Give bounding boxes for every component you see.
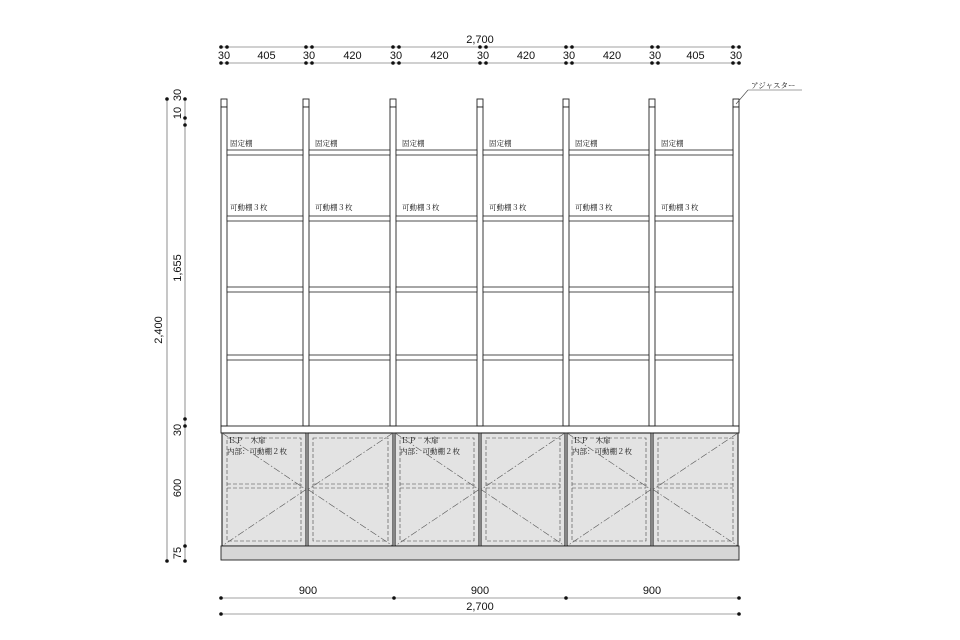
door-title-label-0: ＥＰ 木扉 [228,436,266,445]
shelf-board-0-2 [396,150,477,155]
shelf-board-1-5 [655,216,733,221]
door-interior-label-0: 内部：可動棚２枚 [227,447,287,456]
left-segment-2: 1,655 [172,254,184,282]
top-segment-7: 420 [516,50,536,62]
movable-shelf-label-0: 可動棚３枚 [230,203,268,212]
shelf-board-2-3 [483,287,563,292]
top-segment-0: 30 [217,50,231,62]
bottom-segment-tick-2 [564,596,568,600]
top-total-tick-13 [737,45,741,49]
top-segment-2: 30 [302,50,316,62]
left-segment-4: 600 [172,478,184,498]
top-segment-6: 30 [476,50,490,62]
top-segment-8: 30 [562,50,576,62]
door-title-label-2: ＥＰ 木扉 [573,436,611,445]
left-dimension [153,89,187,563]
left-total-tick-0 [165,97,169,101]
shelf-board-2-1 [309,287,390,292]
top-segment-10: 30 [648,50,662,62]
bottom-segment-tick-3 [737,596,741,600]
bottom-segment-tick-0 [219,596,223,600]
top-total-tick-4 [391,45,395,49]
fixed-shelf-label-4: 固定棚 [575,139,598,148]
adjuster-cap-0 [221,99,227,107]
adjuster-cap-4 [563,99,569,107]
top-total-tick-2 [304,45,308,49]
shelf-board-3-0 [227,355,303,360]
bottom-total-dimension: 2,700 [466,601,494,613]
cabinet-door-5 [653,433,738,546]
shelf-post-4 [563,107,569,426]
left-segment-tick-3 [183,417,187,421]
bottom-segment-3: 900 [642,585,662,597]
shelf-board-3-5 [655,355,733,360]
movable-shelf-label-4: 可動棚３枚 [575,203,613,212]
left-segment-5: 75 [172,546,184,560]
shelf-board-1-2 [396,216,477,221]
upper-shelving [221,99,739,426]
shelf-post-5 [649,107,655,426]
movable-shelf-label-3: 可動棚３枚 [489,203,527,212]
shelf-board-0-4 [569,150,649,155]
top-total-tick-5 [397,45,401,49]
top-segment-3: 420 [343,50,362,62]
cabinet-door-1 [308,433,393,546]
fixed-shelf-label-2: 固定棚 [402,139,425,148]
shelf-post-6 [733,107,739,426]
lower-cabinet [221,426,739,560]
adjuster-cap-5 [649,99,655,107]
top-total-tick-9 [570,45,574,49]
shelf-board-1-3 [483,216,563,221]
bottom-total-tick-0 [219,612,223,616]
shelf-board-0-3 [483,150,563,155]
bottom-total-tick-1 [737,612,741,616]
left-segment-0: 10 [172,106,184,120]
shelf-post-1 [303,107,309,426]
door-interior-label-1: 内部：可動棚２枚 [400,447,460,456]
left-segment-3: 30 [172,423,184,437]
shelf-board-0-1 [309,150,390,155]
left-segment-1: 30 [172,88,184,102]
shelf-board-0-0 [227,150,303,155]
top-total-tick-3 [310,45,314,49]
movable-shelf-label-1: 可動棚３枚 [315,203,353,212]
movable-shelf-label-5: 可動棚３枚 [661,203,699,212]
fixed-shelf-label-0: 固定棚 [230,139,253,148]
adjuster-cap-1 [303,99,309,107]
cabinet-door-3 [481,433,565,546]
top-segment-9: 420 [602,50,622,62]
fixed-shelf-label-3: 固定棚 [489,139,512,148]
top-segment-11: 405 [686,50,705,62]
shelf-board-2-4 [569,287,649,292]
bottom-segment-tick-1 [392,596,396,600]
top-total-tick-0 [219,45,223,49]
plinth [221,546,739,560]
left-total-dimension: 2,400 [153,316,165,344]
left-total-tick-1 [165,559,169,563]
shelf-board-2-5 [655,287,733,292]
shelf-board-1-1 [309,216,390,221]
bottom-segment-2: 900 [470,585,490,597]
shelf-board-3-4 [569,355,649,360]
adjuster-label: アジャスター [751,81,796,90]
top-total-tick-8 [564,45,568,49]
top-segment-4: 30 [389,50,403,62]
adjuster-callout [736,81,802,104]
top-segment-5: 420 [430,50,449,62]
top-total-tick-10 [650,45,654,49]
fixed-shelf-label-5: 固定棚 [661,139,684,148]
top-total-tick-11 [656,45,660,49]
top-segment-1: 405 [257,50,276,62]
top-total-tick-12 [731,45,735,49]
top-total-dimension: 2,700 [466,34,494,46]
shelf-board-1-4 [569,216,649,221]
shelf-board-3-3 [483,355,563,360]
shelf-post-2 [390,107,396,426]
bottom-dimension [219,585,741,616]
shelf-board-3-1 [309,355,390,360]
top-dimension [218,34,742,65]
movable-shelf-label-2: 可動棚３枚 [402,203,440,212]
shelf-board-0-5 [655,150,733,155]
shelf-board-1-0 [227,216,303,221]
shelf-board-2-2 [396,287,477,292]
top-total-tick-1 [225,45,229,49]
top-segment-12: 30 [729,50,743,62]
left-segment-tick-2 [183,123,187,127]
adjuster-cap-3 [477,99,483,107]
shelf-post-3 [477,107,483,426]
adjuster-cap-2 [390,99,396,107]
fixed-shelf-label-1: 固定棚 [315,139,338,148]
door-title-label-1: ＥＰ 木扉 [401,436,439,445]
shelf-board-3-2 [396,355,477,360]
shelf-post-0 [221,107,227,426]
door-interior-label-2: 内部：可動棚２枚 [572,447,632,456]
adjuster-cap-6 [733,99,739,107]
shelf-board-2-0 [227,287,303,292]
bottom-segment-1: 900 [298,585,318,597]
